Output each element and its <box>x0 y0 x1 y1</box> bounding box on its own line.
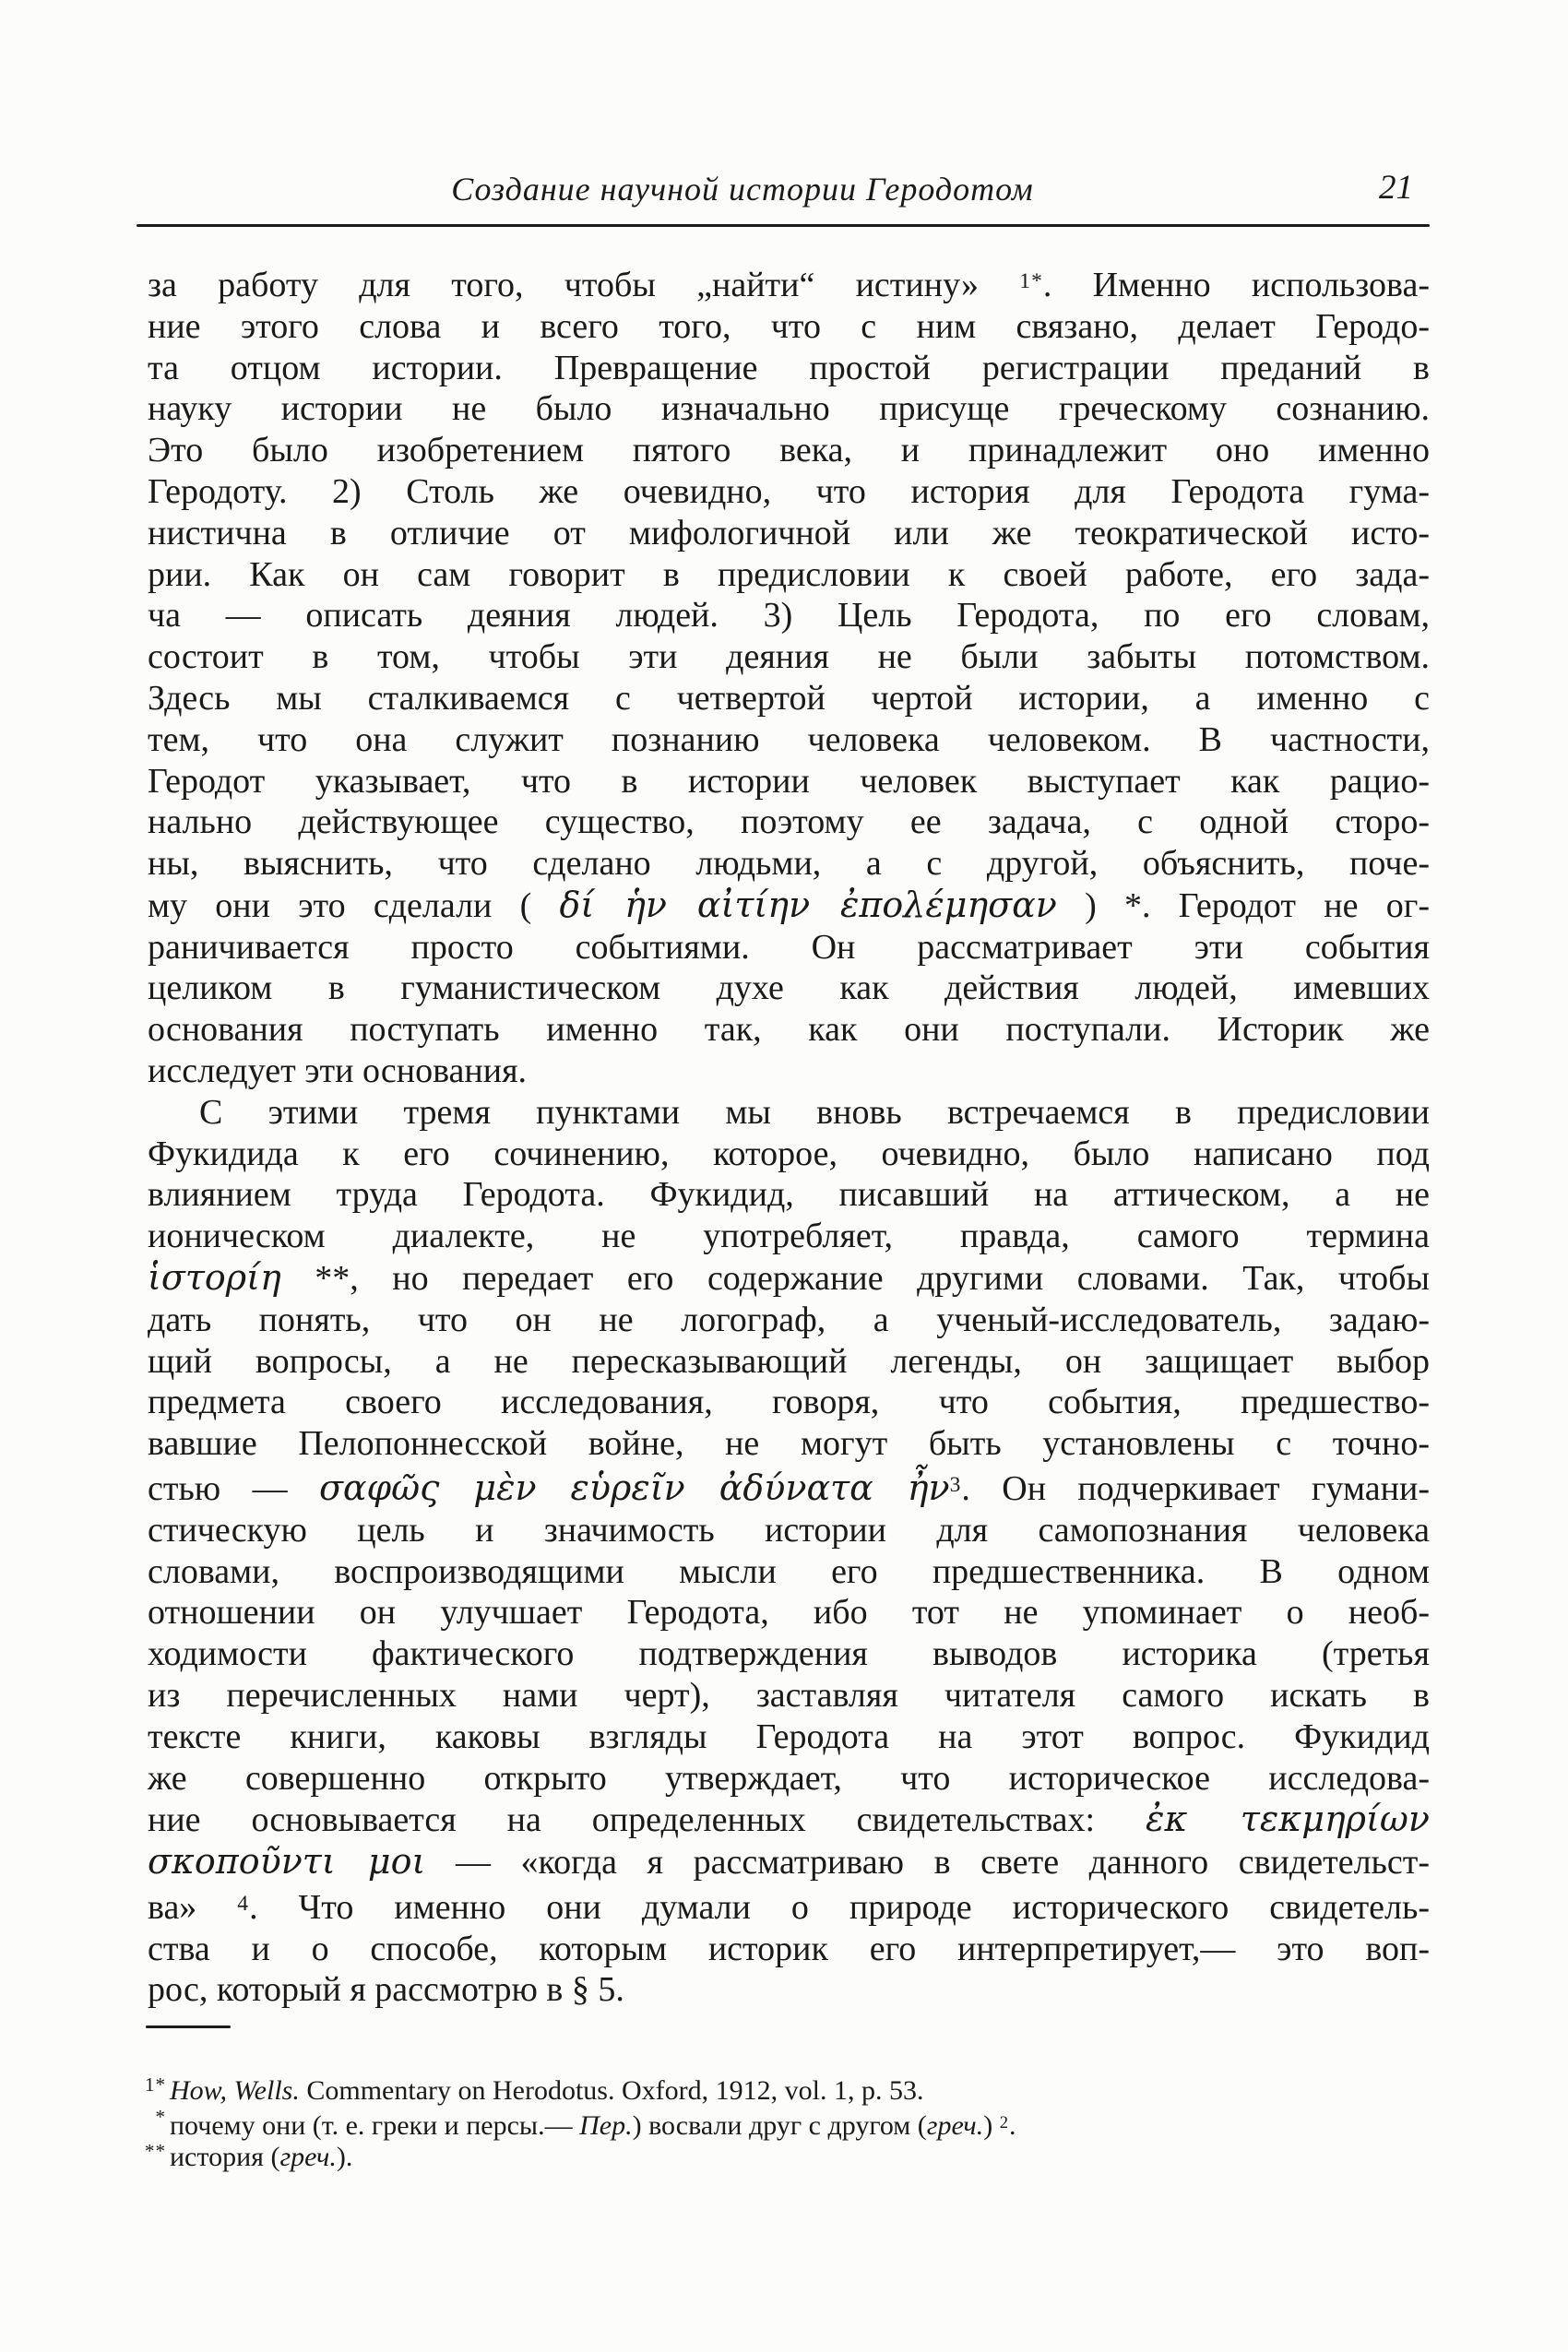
text-line <box>148 843 1430 885</box>
text-line <box>148 554 1430 596</box>
text-line <box>148 1382 1430 1423</box>
text-line <box>148 430 1430 471</box>
italic-run: греч. <box>926 2109 984 2141</box>
text-run: . <box>1009 2109 1016 2141</box>
text-line <box>148 1675 1430 1716</box>
text-line <box>148 1092 1430 1134</box>
footnotes <box>145 2073 1434 2174</box>
italic-run: How, Wells. <box>170 2075 300 2106</box>
text-run: . Он подчеркивает гумани- <box>961 1468 1430 1508</box>
text-run: тексте книги, каковы взгляды Геродота на этот вопрос. Фукидид <box>148 1716 1430 1756</box>
text-line <box>148 885 1430 927</box>
footnote-marker: ** <box>145 2140 166 2163</box>
greek-phrase: ἐκ τεκμηρίων <box>1146 1799 1430 1840</box>
text-run: нистична в отличие от мифологичной или же теократической исто- <box>148 513 1430 552</box>
running-title: Создание научной истории Геродотом <box>451 171 1034 208</box>
text-run: рии. Как он сам говорит в предисловии к своей работе, его зада- <box>148 554 1430 594</box>
text-line <box>148 761 1430 802</box>
text-line <box>148 678 1430 719</box>
text-run: — «когда я рассматриваю в свете данного свидетельст- <box>425 1843 1430 1883</box>
text-run: стью — <box>148 1468 319 1508</box>
text-line <box>148 1009 1430 1051</box>
text-line <box>148 1216 1430 1257</box>
text-run: **, но передает его содержание другими словами. Так, чтобы <box>280 1259 1430 1299</box>
text-run: история ( <box>170 2142 280 2173</box>
text-line <box>148 636 1430 678</box>
text-line <box>148 802 1430 843</box>
text-run: науку истории не было изначально присуще греческому сознанию. <box>148 389 1430 429</box>
superscript-ref: 3 <box>949 1473 962 1498</box>
footnote-marker: 1* <box>145 2073 166 2096</box>
greek-phrase: ἱστορίη <box>148 1257 281 1299</box>
text-line <box>148 1300 1430 1341</box>
text-run: исследует эти основания. <box>148 1051 528 1091</box>
text-run: ние основывается на определенных свидетельствах: <box>148 1800 1146 1840</box>
text-run: вавшие Пелопоннесской войне, не могут быть установлены с точно- <box>148 1424 1430 1464</box>
text-run: словами, воспроизводящими мысли его предшественника. В одном <box>148 1551 1430 1591</box>
superscript-ref: 2 <box>999 2112 1010 2132</box>
superscript-ref: 1* <box>1019 269 1043 293</box>
italic-run: греч. <box>279 2142 337 2173</box>
text-run: тем, что она служит познанию человека человеком. В частности, <box>148 719 1430 759</box>
italic-run: Пер. <box>579 2109 633 2141</box>
text-run: му они это сделали ( <box>148 885 560 925</box>
text-line <box>148 1174 1430 1216</box>
text-run: Геродот указывает, что в истории человек выступает как рацио- <box>148 761 1430 801</box>
text-run: предмета своего исследования, говоря, что события, предшество- <box>148 1383 1430 1422</box>
text-run: ионическом диалекте, не употребляет, правда, самого термина <box>148 1217 1430 1256</box>
text-run: же совершенно открыто утверждает, что историческое исследова- <box>148 1758 1430 1798</box>
text-line <box>148 1929 1430 1970</box>
text-run: рос, который я рассмотрю в § 5. <box>148 1970 624 2010</box>
greek-phrase: δί ἡν αἰτίην ἐπολέμησαν <box>559 884 1057 925</box>
text-run: ны, выяснить, что сделано людьми, а с другой, объяснить, поче- <box>148 844 1430 884</box>
text-line <box>148 1883 1430 1929</box>
text-line <box>148 1257 1430 1300</box>
text-run: . Что именно они думали о природе исторического свидетель- <box>249 1887 1430 1927</box>
text-line <box>148 1134 1430 1175</box>
text-run: Commentary on Herodotus. Oxford, 1912, vol. 1, p. 53. <box>299 2075 924 2106</box>
text-run: С этими тремя пунктами мы вновь встречаемся в предисловии <box>199 1092 1430 1132</box>
text-run: целиком в гуманистическом духе как действия людей, имевших <box>148 968 1430 1008</box>
text-run: та отцом истории. Превращение простой регистрации преданий в <box>148 348 1430 387</box>
text-line <box>148 1799 1430 1841</box>
text-run: Это было изобретением пятого века, и принадлежит оно именно <box>148 431 1430 470</box>
text-line <box>148 1510 1430 1551</box>
text-run: Фукидида к его сочинению, которое, очевидно, было написано под <box>148 1134 1430 1173</box>
text-line <box>148 1969 1430 2011</box>
text-line <box>148 719 1430 761</box>
text-line <box>148 261 1430 306</box>
text-line <box>148 1633 1430 1675</box>
text-line <box>148 1592 1430 1633</box>
text-run: из перечисленных нами черт), заставляя читателя самого искать в <box>148 1675 1430 1715</box>
header-rule <box>137 224 1430 227</box>
text-line <box>148 927 1430 968</box>
text-line <box>148 1465 1430 1510</box>
footnote-marker: * <box>155 2105 166 2128</box>
text-run: ча — описать деяния людей. 3) Цель Геродота, по его словам, <box>148 596 1430 636</box>
text-line <box>148 306 1430 348</box>
page-number: 21 <box>1379 169 1413 207</box>
text-line <box>148 1758 1430 1800</box>
text-run: ства и о способе, которым историк его интерпретирует,— это воп- <box>148 1929 1430 1968</box>
text-run: стическую цель и значимость истории для самопознания человека <box>148 1510 1430 1550</box>
text-run: ходимости фактического подтверждения выводов историка (третья <box>148 1634 1430 1674</box>
superscript-ref: 4 <box>237 1891 250 1916</box>
text-line <box>148 968 1430 1009</box>
page-header <box>148 170 1430 214</box>
text-run: . Именно использова- <box>1042 265 1430 304</box>
text-line <box>148 388 1430 430</box>
text-run: ние этого слова и всего того, что с ним связано, делает Геродо- <box>148 306 1430 346</box>
text-line <box>148 1051 1430 1092</box>
text-run: ) восвали друг с другом ( <box>632 2109 927 2141</box>
text-line <box>148 1716 1430 1758</box>
text-run: дать понять, что он не логограф, а ученый-исследователь, задаю- <box>148 1300 1430 1339</box>
body-text <box>148 261 1430 2011</box>
footnote <box>145 2073 1434 2108</box>
text-run: основания поступать именно так, как они поступали. Историк же <box>148 1010 1430 1050</box>
footnote <box>145 2140 1434 2174</box>
text-line <box>148 595 1430 636</box>
text-line <box>148 1841 1430 1883</box>
text-line <box>148 513 1430 554</box>
text-run: раничивается просто событиями. Он рассматривает эти события <box>148 927 1430 967</box>
text-run: ) <box>983 2109 1000 2141</box>
text-run: ва» <box>148 1887 238 1927</box>
text-line <box>148 1551 1430 1593</box>
text-run: Здесь мы сталкиваемся с четвертой чертой истории, а именно с <box>148 678 1430 718</box>
greek-phrase: σκοποῦντι μοι <box>148 1841 426 1883</box>
footnote <box>148 2105 1434 2143</box>
text-run: нально действующее существо, поэтому ее задача, с одной сторо- <box>148 802 1430 842</box>
greek-phrase: σαφῶς μὲν εὑρεῖν ἀδύνατα ἦν <box>318 1467 950 1508</box>
text-run: Геродоту. 2) Столь же очевидно, что история для Геродота гума- <box>148 471 1430 511</box>
footnote-separator <box>146 2025 231 2028</box>
text-run: отношении он улучшает Геродота, ибо тот не упоминает о необ- <box>148 1593 1430 1633</box>
text-run: за работу для того, чтобы „найти“ истину» <box>148 265 1020 304</box>
text-run: щий вопросы, а не пересказывающий легенды, он защищает выбор <box>148 1341 1430 1381</box>
text-run: ). <box>336 2142 353 2173</box>
text-line <box>148 1423 1430 1465</box>
text-line <box>148 348 1430 389</box>
text-run: почему они (т. е. греки и персы.— <box>170 2109 580 2141</box>
text-line <box>148 1341 1430 1383</box>
text-run: состоит в том, чтобы эти деяния не были забыты потомством. <box>148 637 1430 677</box>
text-run: ) *. Геродот не ог- <box>1056 885 1430 925</box>
text-run: влиянием труда Геродота. Фукидид, писавший на аттическом, а не <box>148 1175 1430 1215</box>
text-line <box>148 471 1430 513</box>
